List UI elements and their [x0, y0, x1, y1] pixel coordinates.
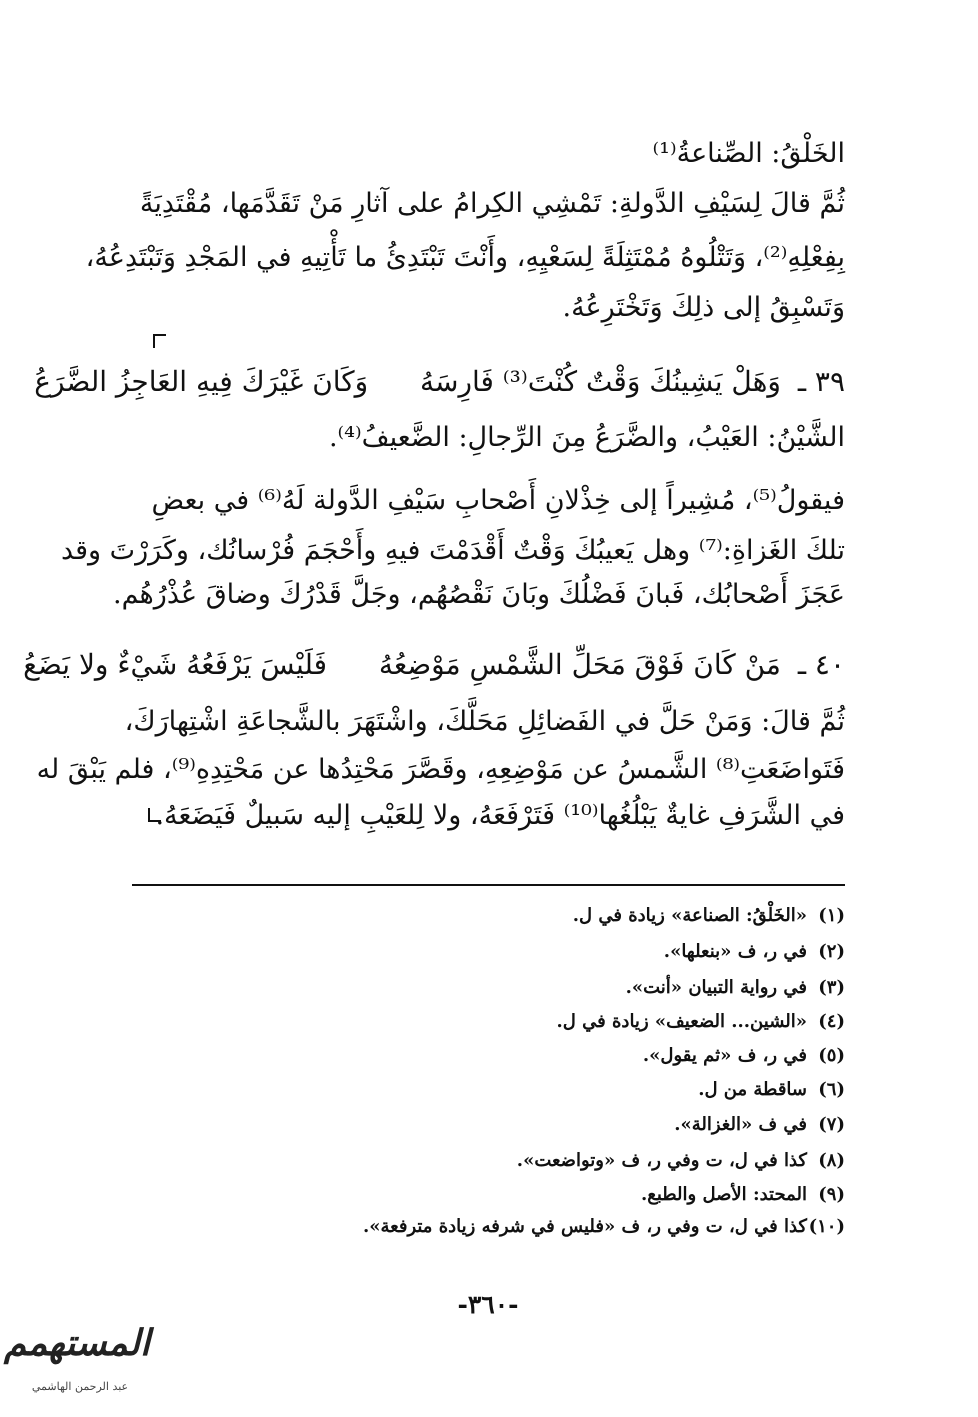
verse-first-hemistich: مَنْ كَانَ فَوْقَ مَحَلِّ الشَّمْسِ مَوْضِعُهُ — [378, 648, 781, 681]
verse-number: ٤٠ ـ — [797, 648, 845, 681]
commentary-line: وَتَسْبِقُ إلى ذلِكَ وَتَخْتَرِعُهُ. — [562, 292, 845, 323]
footnote — [573, 907, 845, 925]
footnote-text: «الخَلْقُ: الصناعة» زيادة في ل. — [572, 905, 807, 926]
footnote-number: (١) — [818, 905, 845, 926]
footnote — [626, 979, 845, 997]
verse-first-hemistich: وَهَلْ يَشِينُكَ وَقْتٌ كُنْتَ⁽³⁾ فَارِسَهُ — [419, 365, 781, 398]
footnote-number: (٣) — [818, 977, 845, 998]
footnote — [363, 1218, 845, 1236]
footnote — [674, 1116, 845, 1134]
footnote-number: (٩) — [818, 1184, 845, 1205]
footnote-number: (٨) — [818, 1150, 845, 1171]
footnote-text: المحتد: الأصل والطبع. — [641, 1184, 807, 1205]
footnote — [517, 1152, 845, 1170]
verse-number: ٣٩ ـ — [797, 365, 845, 398]
footnote-text: في رواية التبيان «أنت». — [625, 977, 807, 998]
commentary-line: عَجَزَ أَصْحابُك، فَبانَ فَضْلُكَ وبَانَ نَقْصُهُم، وجَلَّ قَدْرُكَ وضاقَ عُذْرُهُم. — [113, 579, 845, 610]
footnote-text: في ر، ف «بنعلها». — [663, 941, 807, 962]
commentary-line: في الشَّرَفِ غايةٌ يَبْلُغُها⁽¹⁰⁾ فَتَرْفَعَهُ، ولا لِلعَيْبِ إليه سَبيلٌ فَيَضَعَهُ. — [155, 800, 845, 831]
footnote-number: (٦) — [818, 1079, 845, 1100]
footnote-number: (٥) — [818, 1045, 845, 1066]
footnote-text: كذا في ل، ت وفي ر، ف «وتواضعت». — [516, 1150, 807, 1171]
footnote — [698, 1081, 845, 1099]
verse-40 — [23, 648, 845, 681]
footnote-number: (١٠) — [808, 1216, 845, 1237]
gloss-line: الخَلْقُ: الصِّناعةُ⁽¹⁾ — [652, 138, 845, 169]
page-number: -٣٦٠- — [457, 1290, 519, 1319]
commentary-line: ثُمَّ قالَ: وَمَنْ حَلَّ في الفَضائِلِ مَحَلَّكَ، واشْتَهَرَ بالشَّجاعَةِ اشْتِهارَكَ، — [124, 706, 845, 737]
verse-39 — [34, 365, 845, 398]
footnote — [664, 943, 845, 961]
footnote — [643, 1047, 845, 1065]
footnote-text: في ف «الغزالة». — [674, 1114, 807, 1135]
commentary-line: فَتَواضَعَتِ⁽⁸⁾ الشَّمسُ عن مَوْضِعِهِ، وقَصَّرَ مَحْتِدُها عن مَحْتِدِهِ⁽⁹⁾، فلم يَبْقَ له — [36, 754, 845, 785]
commentary-line: بِفِعْلِهِ⁽²⁾، وَتَتْلُوهُ مُمْتَثِلَةً لِسَعْيِهِ، وأَنْتَ تَبْتَدِئُ ما تَأْتِيهِ في المَجْدِ وَتَبْتَدِعُهُ، — [85, 242, 845, 273]
commentary-line: فيقولُ⁽⁵⁾، مُشِيراً إلى خِذْلانِ أَصْحابِ سَيْفِ الدَّولة لَهُ⁽⁶⁾ في بعضِ — [151, 485, 845, 516]
bracket-bottom-corner — [148, 808, 162, 822]
footnote-separator — [132, 884, 845, 886]
gloss-line: الشَّيْنُ: العَيْبُ، والضَّرَعُ مِنَ الرِّجالِ: الضَّعيفُ⁽⁴⁾. — [328, 422, 845, 453]
commentary-line: تلكَ الغَزاةِ:⁽⁷⁾ وهل يَعيبُكَ وَقْتٌ أَقْدَمْتَ فيهِ وأَحْجَمَ فُرْسانُك، وكَرَرْتَ وقد — [60, 535, 845, 566]
commentary-line: ثُمَّ قالَ لِسَيْفِ الدَّولةِ: تَمْشِي الكِرامُ على آثارِ مَنْ تَقَدَّمَها، مُقْتَدِيَةً — [139, 188, 845, 219]
footnote — [557, 1013, 845, 1031]
library-stamp-logo — [3, 1322, 150, 1402]
footnote-text: ساقطة من ل. — [698, 1079, 807, 1100]
verse-second-hemistich: وَكَانَ غَيْرَكَ فِيهِ العَاجِزُ الضَّرَعُ — [34, 365, 369, 398]
footnote-number: (٤) — [818, 1011, 845, 1032]
footnote — [641, 1186, 845, 1204]
footnote-text: كذا في ل، ت وفي ر، ف «فليس في شرفه زيادة مترفعة». — [362, 1216, 807, 1237]
footnote-number: (٧) — [818, 1114, 845, 1135]
verse-second-hemistich: فَلَيْسَ يَرْفَعُهُ شَيْءٌ ولا يَضَعُ — [23, 648, 328, 681]
stamp-main-text: المستهمم — [3, 1322, 150, 1364]
footnote-text: في ر، ف «ثم يقول». — [642, 1045, 807, 1066]
bracket-top-corner — [153, 334, 167, 348]
stamp-sub-text: عبد الرحمن الهاشمي — [31, 1380, 129, 1393]
footnote-text: «الشين... الضعيف» زيادة في ل. — [556, 1011, 807, 1032]
footnote-number: (٢) — [818, 941, 845, 962]
